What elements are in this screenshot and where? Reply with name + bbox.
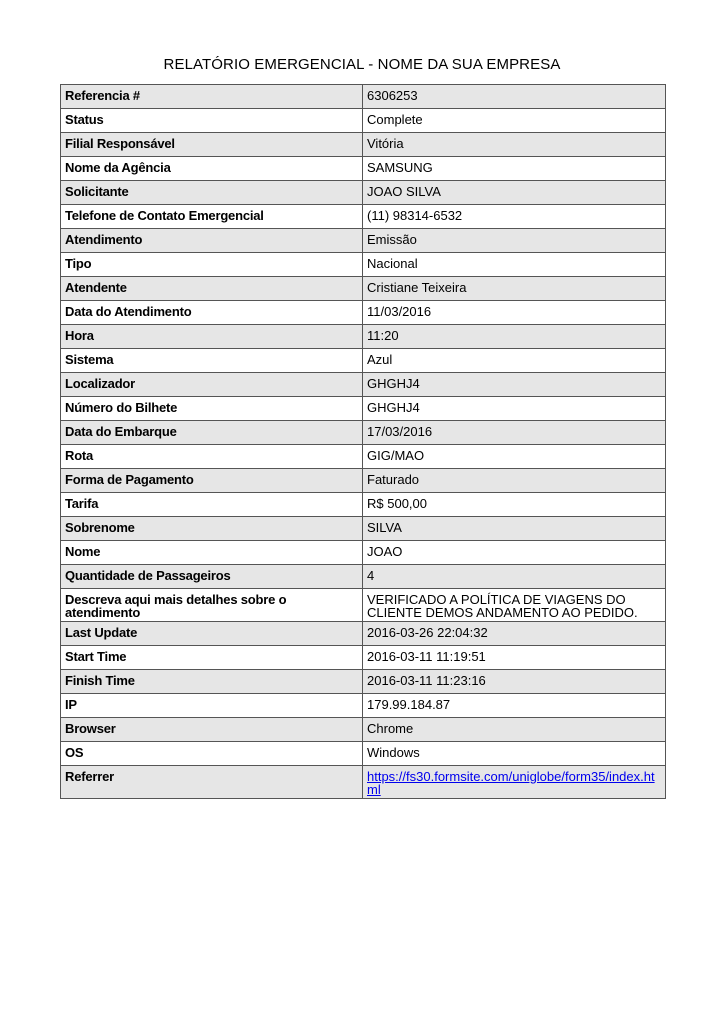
table-row xyxy=(61,493,666,517)
row-value: JOAO SILVA xyxy=(363,181,666,205)
row-label: Referrer xyxy=(61,766,363,799)
table-row xyxy=(61,742,666,766)
table-row xyxy=(61,718,666,742)
row-label: Nome da Agência xyxy=(61,157,363,181)
row-label: Tarifa xyxy=(61,493,363,517)
row-value: Nacional xyxy=(363,253,666,277)
table-row xyxy=(61,253,666,277)
row-label: Start Time xyxy=(61,646,363,670)
row-label: Filial Responsável xyxy=(61,133,363,157)
row-value: 2016-03-11 11:19:51 xyxy=(363,646,666,670)
row-value: Emissão xyxy=(363,229,666,253)
row-label: Sobrenome xyxy=(61,517,363,541)
table-row xyxy=(61,133,666,157)
row-label: Finish Time xyxy=(61,670,363,694)
row-label: Hora xyxy=(61,325,363,349)
row-label: Data do Atendimento xyxy=(61,301,363,325)
table-row xyxy=(61,445,666,469)
row-value: Vitória xyxy=(363,133,666,157)
row-label: Browser xyxy=(61,718,363,742)
row-label: IP xyxy=(61,694,363,718)
row-value: 17/03/2016 xyxy=(363,421,666,445)
table-row xyxy=(61,301,666,325)
row-value: Complete xyxy=(363,109,666,133)
table-row xyxy=(61,373,666,397)
row-value: JOAO xyxy=(363,541,666,565)
row-label: Data do Embarque xyxy=(61,421,363,445)
row-label: Sistema xyxy=(61,349,363,373)
row-label: Tipo xyxy=(61,253,363,277)
row-value xyxy=(363,766,666,799)
row-label: Nome xyxy=(61,541,363,565)
row-label: Localizador xyxy=(61,373,363,397)
row-value: 11:20 xyxy=(363,325,666,349)
table-row xyxy=(61,277,666,301)
table-row xyxy=(61,589,666,622)
row-value: 6306253 xyxy=(363,85,666,109)
row-value: SAMSUNG xyxy=(363,157,666,181)
table-row xyxy=(61,109,666,133)
referrer-link[interactable]: https://fs30.formsite.com/uniglobe/form35/index.html xyxy=(367,769,655,797)
row-label: Last Update xyxy=(61,622,363,646)
report-table-body xyxy=(61,85,666,799)
row-label: Descreva aqui mais detalhes sobre o atendimento xyxy=(61,589,363,622)
table-row xyxy=(61,766,666,799)
row-label: Número do Bilhete xyxy=(61,397,363,421)
row-label: Atendente xyxy=(61,277,363,301)
table-row xyxy=(61,565,666,589)
row-value: 2016-03-26 22:04:32 xyxy=(363,622,666,646)
table-row xyxy=(61,397,666,421)
row-value: 11/03/2016 xyxy=(363,301,666,325)
table-row xyxy=(61,469,666,493)
row-value: SILVA xyxy=(363,517,666,541)
row-value: GIG/MAO xyxy=(363,445,666,469)
table-row xyxy=(61,694,666,718)
row-label: Solicitante xyxy=(61,181,363,205)
table-row xyxy=(61,85,666,109)
table-row xyxy=(61,229,666,253)
report-table xyxy=(60,84,666,799)
row-label: Rota xyxy=(61,445,363,469)
row-label: OS xyxy=(61,742,363,766)
report-title: RELATÓRIO EMERGENCIAL - NOME DA SUA EMPRESA xyxy=(163,56,561,73)
row-value: Cristiane Teixeira xyxy=(363,277,666,301)
table-row xyxy=(61,421,666,445)
row-value: Azul xyxy=(363,349,666,373)
row-value: Windows xyxy=(363,742,666,766)
table-row xyxy=(61,646,666,670)
row-label: Atendimento xyxy=(61,229,363,253)
row-label: Referencia # xyxy=(61,85,363,109)
row-label: Quantidade de Passageiros xyxy=(61,565,363,589)
row-value: GHGHJ4 xyxy=(363,373,666,397)
table-row xyxy=(61,157,666,181)
row-value: R$ 500,00 xyxy=(363,493,666,517)
table-row xyxy=(61,622,666,646)
row-value: Chrome xyxy=(363,718,666,742)
row-value: (11) 98314-6532 xyxy=(363,205,666,229)
table-row xyxy=(61,541,666,565)
row-value: 2016-03-11 11:23:16 xyxy=(363,670,666,694)
table-row xyxy=(61,349,666,373)
row-label: Forma de Pagamento xyxy=(61,469,363,493)
row-value: 179.99.184.87 xyxy=(363,694,666,718)
row-value: GHGHJ4 xyxy=(363,397,666,421)
row-value: VERIFICADO A POLÍTICA DE VIAGENS DO CLIENTE DEMOS ANDAMENTO AO PEDIDO. xyxy=(363,589,666,622)
table-row xyxy=(61,670,666,694)
table-row xyxy=(61,205,666,229)
row-value: 4 xyxy=(363,565,666,589)
table-row xyxy=(61,325,666,349)
table-row xyxy=(61,181,666,205)
row-value: Faturado xyxy=(363,469,666,493)
row-label: Telefone de Contato Emergencial xyxy=(61,205,363,229)
row-label: Status xyxy=(61,109,363,133)
table-row xyxy=(61,517,666,541)
